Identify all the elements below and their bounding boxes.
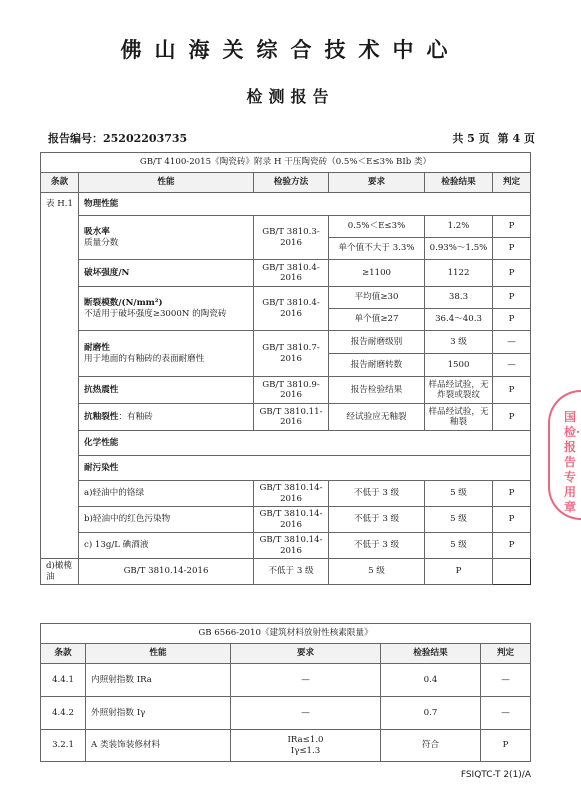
section-physical: 物理性能 [79,193,531,216]
abrasion-label: 耐磨性 [84,343,110,354]
abrasion-desc: 用于地面的有釉砖的表面耐磨性 [84,353,205,364]
official-seal [548,390,581,520]
report-subtitle: 检测报告 [246,87,335,106]
page-indicator [444,130,535,146]
stain-method: GB/T 3810.14-2016 [79,559,254,585]
col-clause: 条款 [41,644,86,664]
requirement: 平均值≥30 [329,287,425,309]
water-absorption-method: GB/T 3810.3-2016 [254,216,329,260]
col-property: 性能 [86,644,231,664]
requirement: 不低于 3 级 [329,533,425,559]
crazing-cell [79,404,254,431]
radioactivity-table [40,623,531,762]
col-requirement: 要求 [231,644,381,664]
result: 0.4 [381,664,481,697]
stain-method: GB/T 3810.14-2016 [254,481,329,507]
requirement: — [231,664,381,697]
requirement: 单个值不大于 3.3% [329,238,425,260]
col-method: 检验方法 [254,173,329,193]
requirement: ≥1100 [329,260,425,287]
total-pages: 共 5 页 [452,132,490,145]
result: 1.2% [425,216,493,238]
rupture-modulus-cell [79,287,254,331]
requirement: — [231,697,381,730]
result: 0.7 [381,697,481,730]
table1-title: GB/T 4100-2015《陶瓷砖》附录 H 干压陶瓷砖（0.5%＜E≤3% BⅠb 类） [41,153,531,173]
requirement: 不低于 3 级 [329,481,425,507]
clause: 3.2.1 [41,730,86,762]
col-result: 检验结果 [381,644,481,664]
requirement: 经试验应无釉裂 [329,404,425,431]
result: 样品经试验，无炸裂或裂纹 [425,377,493,404]
stain-method: GB/T 3810.14-2016 [254,533,329,559]
result: 5 级 [425,533,493,559]
requirement: 报告耐磨转数 [329,354,425,377]
result: 1500 [425,354,493,377]
result: 5 级 [425,507,493,533]
water-absorption-cell [79,216,254,260]
result: 1122 [425,260,493,287]
result: 5 级 [329,559,425,585]
verdict: P [493,260,531,287]
breaking-strength-label: 破坏强度/N [79,260,254,287]
clause-cell: 表 H.1 [41,193,79,559]
verdict: P [493,216,531,238]
table-row [41,664,531,697]
item: A 类装饰装修材料 [86,730,231,762]
verdict: P [481,730,531,762]
form-code: FSIQTC-T 2(1)/A [460,770,531,780]
verdict: — [493,331,531,354]
verdict: P [493,533,531,559]
table2-title: GB 6566-2010《建筑材料放射性核素限量》 [41,624,531,644]
table2-header-row [41,644,531,664]
verdict: P [493,507,531,533]
abrasion-method: GB/T 3810.7-2016 [254,331,329,377]
performance-table [40,152,531,585]
crazing-label: 抗釉裂性 [84,411,119,422]
requirement-cell [231,730,381,762]
verdict: P [493,287,531,309]
verdict: P [493,238,531,260]
requirement: 0.5%＜E≤3% [329,216,425,238]
verdict: P [493,404,531,431]
stain-method: GB/T 3810.14-2016 [254,507,329,533]
verdict: P [493,481,531,507]
result: 0.93%～1.5% [425,238,493,260]
current-page: 第 4 页 [497,132,535,145]
rupture-modulus-method: GB/T 3810.4-2016 [254,287,329,331]
item: 外照射指数 Iγ [86,697,231,730]
requirement: 报告耐磨级别 [329,331,425,354]
requirement: 报告检验结果 [329,377,425,404]
result: 36.4～40.3 [425,309,493,331]
col-verdict: 判定 [493,173,531,193]
rupture-modulus-desc: 不适用于破坏强度≥3000N 的陶瓷砖 [84,308,227,319]
requirement: 单个值≥27 [329,309,425,331]
verdict: P [425,559,493,585]
clause: 4.4.2 [41,697,86,730]
result: 3 级 [425,331,493,354]
result: 符合 [381,730,481,762]
report-number: 报告编号：25202203735 [48,132,188,145]
result: 5 级 [425,481,493,507]
requirement-external: Iγ≤1.3 [290,745,321,756]
organization-title: 佛山海关综合技术中心 [120,37,461,62]
table-row [41,697,531,730]
table-row [41,730,531,762]
col-requirement: 要求 [329,173,425,193]
breaking-strength-method: GB/T 3810.4-2016 [254,260,329,287]
rupture-modulus-label: 断裂模数/(N/mm²) [84,298,163,309]
stain-item-c: c) 13g/L 碘酒液 [79,533,254,559]
requirement: 不低于 3 级 [329,507,425,533]
section-stain: 耐污染性 [79,456,531,481]
crazing-suffix: ：有釉砖 [118,411,153,422]
col-clause: 条款 [41,173,79,193]
col-property: 性能 [79,173,254,193]
col-result: 检验结果 [425,173,493,193]
clause: 4.4.1 [41,664,86,697]
requirement-internal: IRa≤1.0 [287,735,324,746]
thermal-shock-label: 抗热震性 [79,377,254,404]
verdict: — [481,697,531,730]
stain-item-d: d)橄榄油 [41,559,79,585]
col-verdict: 判定 [481,644,531,664]
requirement: 不低于 3 级 [254,559,329,585]
result: 样品经试验，无釉裂 [425,404,493,431]
stain-item-b: b)轻油中的红色污染物 [79,507,254,533]
verdict: P [493,377,531,404]
table1-header-row [41,173,531,193]
result: 38.3 [425,287,493,309]
verdict: — [481,664,531,697]
item: 内照射指数 IRa [86,664,231,697]
water-absorption-label: 吸水率 [84,227,110,238]
abrasion-cell [79,331,254,377]
section-chemical: 化学性能 [79,431,531,456]
verdict: — [493,354,531,377]
thermal-shock-method: GB/T 3810.9-2016 [254,377,329,404]
stain-item-a: a)轻油中的铬绿 [79,481,254,507]
verdict: P [493,309,531,331]
seal-text: 国检·报告专用章 [564,410,581,514]
water-absorption-desc: 质量分数 [84,237,119,248]
crazing-method: GB/T 3810.11-2016 [254,404,329,431]
